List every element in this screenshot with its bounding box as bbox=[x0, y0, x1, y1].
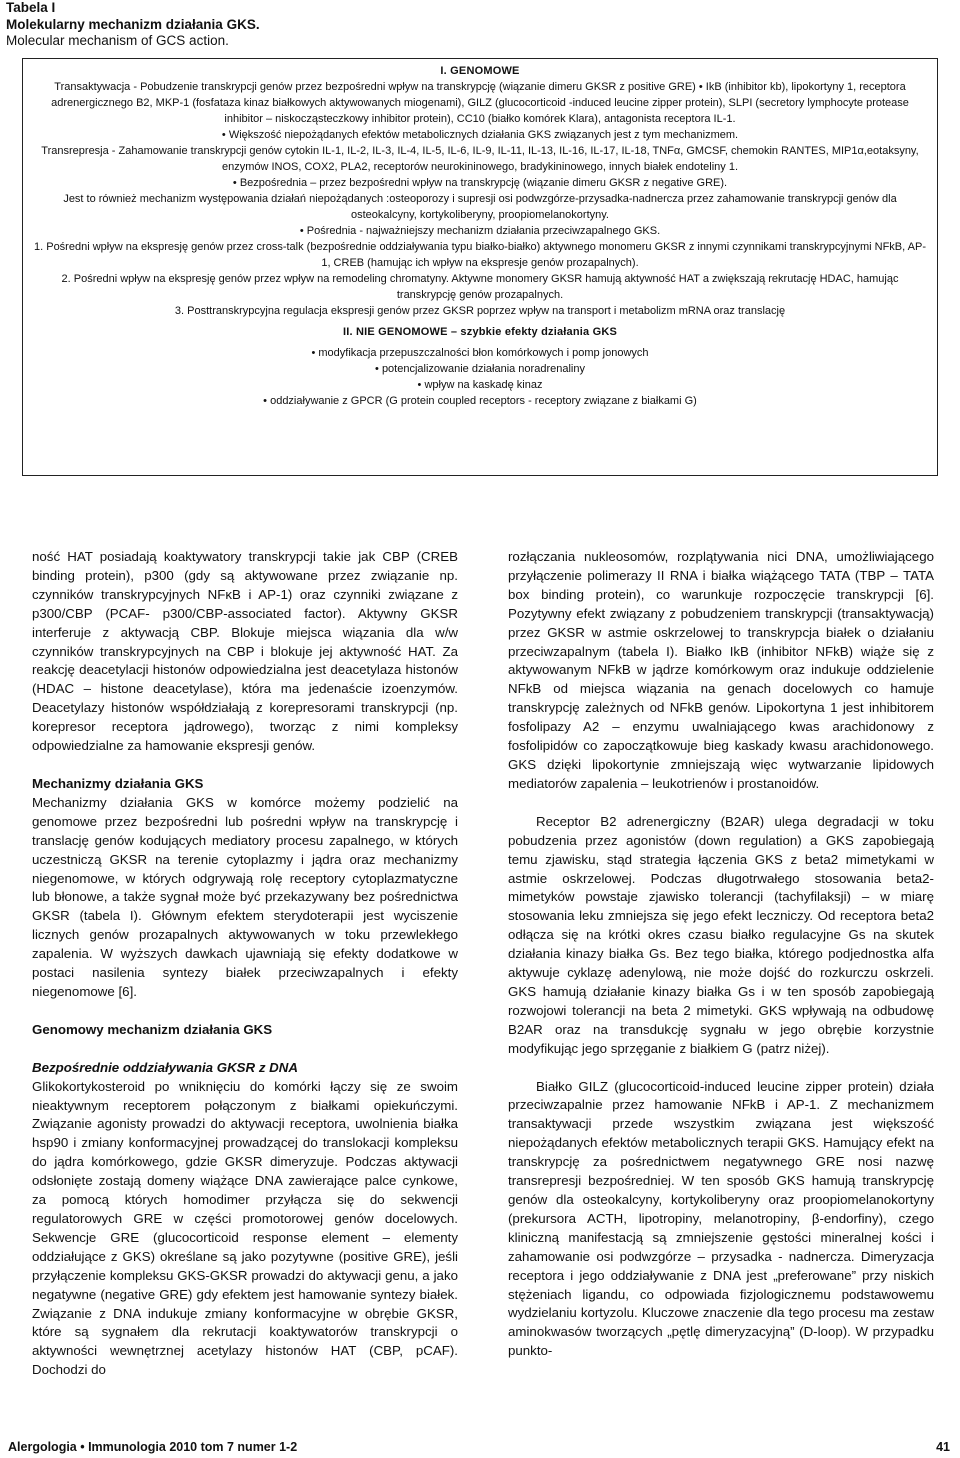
table-bullet: • wpływ na kaskadę kinaz bbox=[417, 379, 543, 391]
table-box bbox=[22, 58, 938, 476]
table-side-effects: Jest to również mechanizm występowania działań niepożądanych :osteoporozy i supresji osi podwzgórze-przysadka-nadnercza przez zahamowanie transkrypcji genów dla osteokalcyny, kortykoliberyny, proopiomelanokortyny. bbox=[63, 193, 897, 221]
paragraph: Białko GILZ (glucocorticoid-induced leucine zipper protein) działa przeciwzapalnie przez hamowanie NFkB i AP-1. Z mechanizmem transaktywacji przede wszystkim związana jest większość niepożądanych efektów metabolicznych terapii GKS. Hamujący efekt na transkrypcję za pośrednictwem negatywnego GRE nosi nazwę transrepresji bezpośredniej. W ten sposób GKS hamują transkrypcję genów dla osteokalcyny, kortykoliberyny oraz proopiomelanokortyny (prekursora ACTH, lipotropiny, melanotropiny, β-endorfiny), czego kliniczną manifestacją są zmniejszenie gęstości mineralnej kości i zahamowanie osi podwzgórze – przysadka - nadnercza. Dimeryzacja receptora i jego oddziaływanie z DNA jest „preferowane” przy niskich stężeniach ligandu, co odpowiada fizjologicznemu podstawowemu wydzielaniu kortyzolu. Kluczowe znaczenie dla tego procesu ma zestaw aminokwasów tworzących „pętlę dimeryzacyjną” (D-loop). W przypadku punkto- bbox=[508, 1078, 934, 1359]
table-caption bbox=[6, 0, 260, 50]
table-title-en: Molecular mechanism of GCS action. bbox=[6, 33, 229, 48]
table-indirect: • Pośrednia - najważniejszy mechanizm działania przeciwzapalnego GKS. bbox=[299, 225, 661, 237]
subsection-heading: Bezpośrednie oddziaływania GKSR z DNA bbox=[32, 1059, 298, 1075]
paragraph: Glikokortykosteroid po wniknięciu do komórki łączy się ze swoim nieaktywnym receptorem połączonym z białkami opiekuńczymi. Związanie agonisty prowadzi do aktywacji receptora, uwolnienia białka hsp90 i zmiany konformacyjnej prowadzącej do translokacji kompleksu do jądra komórkowego, gdzie GKSR dimeryzuje. Podczas aktywacji odsłonięte zostają domeny wiążące DNA zawierające palce cynkowe, za pomocą których homodimer przyłącza się do sekwencji regulatorowych GRE w części promotorowej genów docelowych. Sekwencje GRE (glucocorticoid response element – elementy oddziałujące z GKS) określane są jako pozytywne (positive GRE), jeśli przyłączenie kompleksu GKS-GKSR prowadzi do aktywacji genu, a jako negatywne (negative GRE) gdy efektem jest hamowanie syntezy białek. Związanie z DNA indukuje zmiany konformacyjne w obrębie GKSR, które są sygnałem dla rekrutacji koaktywatorów transkrypcji o aktywności wewnętrznej acetylazy histonów HAT (CBP, pCAF). Dochodzi do bbox=[32, 1078, 458, 1378]
paragraph: Mechanizmy działania GKS w komórce możemy podzielić na genomowe przez bezpośredni lub pośredni wpływ na transkrypcję i translację genów kodujących mediatory procesu zapalnego, w których uczestniczą GKSR na terenie cytoplazmy i jądra oraz mechanizmy niegenomowe, w których odgrywają rolę receptory cytoplazmatyczne lub błonowe, a także sygnał może być przekazywany bez pośrednictwa GKSR (tabela I). Głównym efektem sterydoterapii jest wyciszenie licznych genów prozapalnych aktywowanych w toku przewlekłego zapalenia. W wyższych dawkach ujawniają się efekty dodatkowe w postaci nasilenia syntezy białek przeciwzapalnych i efekty niegenomowe [6]. bbox=[32, 794, 458, 999]
table-bullet: • modyfikacja przepuszczalności błon komórkowych i pomp jonowych bbox=[311, 347, 649, 359]
section-heading: Genomowy mechanizm działania GKS bbox=[32, 1021, 273, 1037]
table-bullet: • potencjalizowanie działania noradrenaliny bbox=[375, 363, 585, 375]
paragraph: rozłączania nukleosomów, rozplątywania nici DNA, umożliwiającego przyłączenie polimerazy II RNA i białka wiążącego TATA (TBP – TATA box binding protein), co warunkuje rozpoczęcie transkrypcji [6]. Pozytywny efekt związany z pobudzeniem transkrypcji (transaktywacją) przez GKSR w astmie oskrzelowej to transkrypcja białek o działaniu przeciwzapalnym (tabela I). Białko IkB (inhibitor NFkB) wiąże się z aktywowanym NFkB w jądrze komórkowym oraz indukuje oddzielenie NFkB od miejsca wiązania na genach docelowych co hamuje transkrypcję zależnych od NFkB genów. Lipokortyna 1 jest inhibitorem fosfolipazy A2 – enzymu uwalniającego kwas arachidonowy z fosfolipidów co zapoczątkowuje bieg kaskady kwasu arachidonowego. GKS dzięki lipokortynie zmniejszają więc wytwarzanie lipidowych mediatorów zapalenia – leukotrienów i prostanoidów. bbox=[508, 549, 934, 791]
table-section-nongenomic: II. NIE GENOMOWE – szybkie efekty działania GKS bbox=[342, 326, 618, 338]
table-transactivation-note: • Większość niepożądanych efektów metabolicznych działania GKS związanych jest z tym mechanizmem. bbox=[221, 129, 739, 141]
right-column bbox=[508, 548, 934, 1398]
page-footer bbox=[8, 1438, 950, 1456]
paragraph: Receptor B2 adrenergiczny (B2AR) ulega degradacji w toku pobudzenia przez agonistów (down regulation) a GKS zapobiegają temu zjawisku, stąd strategia łączenia GKS z beta2 mimetykami w astmie oskrzelowej. Podczas długotrwałego stosowania beta2-mimetyków powstaje zjawisko tolerancji (tachyfilaksji) – w miarę stosowania leku zmniejsza się jego efekt leczniczy. Od receptora beta2 odłącza się na krótki okres czasu białko regulacyjne Gs na skutek działania kinazy białka Gs. Bez tego białka, którego podjednostka alfa aktywuje cyklazę adenylową, nie może dojść do rozkurczu oskrzeli. GKS hamują działanie kinazy białka Gs i w ten sposób zapobiegają rozwojowi tolerancji na beta 2 mimetyki. GKS wpływają na odbudowę B2AR oraz na transdukcję sygnału w jego obrębie korzystnie modyfikując jego sprzęganie z białkiem G (patrz niżej). bbox=[508, 813, 934, 1056]
left-column bbox=[32, 548, 458, 1398]
page-number: 41 bbox=[936, 1440, 950, 1454]
table-indirect-1: 1. Pośredni wpływ na ekspresję genów przez cross-talk (bezpośrednie oddziaływania typu białko-białko) aktywnego monomeru GKSR z innymi czynnikami transkrypcyjnymi NFkB, AP-1, CREB (hamując ich wpływ na ekspresje genów prozapalnych). bbox=[34, 241, 926, 269]
table-bullet: • oddziaływanie z GPCR (G protein coupled receptors - receptory związane z białkami G) bbox=[263, 395, 697, 407]
table-direct: • Bezpośrednia – przez bezpośredni wpływ na transkrypcję (wiązanie dimeru GKSR z negative GRE). bbox=[232, 177, 728, 189]
table-indirect-2: 2. Pośredni wpływ na ekspresję genów przez wpływ na remodeling chromatyny. Aktywne monomery GKSR hamują aktywność HAT a zwiększają rekrutację HDAC, hamując transkrypcję genów prozapalnych. bbox=[61, 273, 899, 301]
table-transrepression: Transrepresja - Zahamowanie transkrypcji genów cytokin IL-1, IL-2, IL-3, IL-4, IL-5, IL-6, IL-9, IL-11, IL-13, IL-16, IL-17, IL-18, TNFα, GMCSF, chemokin RANTES, MIP1α,eotaksyny, enzymów INOS, COX2, PLA2, receptorów neurokininowego, bradykininowego, innych białek endoteliny 1. bbox=[41, 145, 919, 173]
section-heading: Mechanizmy działania GKS bbox=[32, 775, 204, 791]
table-section-genomic: I. GENOMOWE bbox=[440, 65, 520, 77]
table-label: Tabela I bbox=[6, 0, 56, 15]
table-indirect-3: 3. Posttranskrypcyjna regulacja ekspresji genów przez GKSR poprzez wpływ na transport i metabolizm mRNA oraz translację bbox=[174, 305, 786, 317]
table-title-pl: Molekularny mechanizm działania GKS. bbox=[6, 16, 260, 32]
paragraph: ność HAT posiadają koaktywatory transkrypcji takie jak CBP (CREB binding protein), p300 (gdy są aktywowane przez związanie np. czynników transkrypcyjnych NFκB i AP-1) oraz czynniki związane z p300/CBP (PCAF- p300/CBP-associated factor). Aktywny GKSR interferuje z aktywacją CBP. Blokuje miejsca wiązania dla w/w czynników transkrypcyjnych na CBP i blokuje jej aktywność HAT. Za reakcję deacetylacji histonów odpowiedzialna jest deacetylaza histonów (HDAC – histone deacetylase), która ma jedenaście izoenzymów. Deacetylazy histonów współdziałają z korepresorami transkrypcji (np. korepresor receptora jądrowego), tworząc z nimi kompleksy odpowiedzialne za hamowanie ekspresji genów. bbox=[32, 549, 458, 754]
table-transactivation: Transaktywacja - Pobudzenie transkrypcji genów przez bezpośredni wpływ na transkrypcję (wiązanie dimeru GKSR z positive GRE) • IkB (inhibitor kb), lipokortyny 1, receptora adrenergicznego B2, MKP-1 (fosfataza kinaz białkowych aktywowanych miogenami), GILZ (glucocorticoid -induced leucine zipper protein), SLPI (secretory lymphocyte protease inhibitor – niskocząsteczkowy inhibitor protein), CC10 (białko komórek Klara), antagonista receptora IL-1. bbox=[51, 81, 909, 125]
journal-info: Alergologia • Immunologia 2010 tom 7 numer 1-2 bbox=[8, 1440, 298, 1454]
